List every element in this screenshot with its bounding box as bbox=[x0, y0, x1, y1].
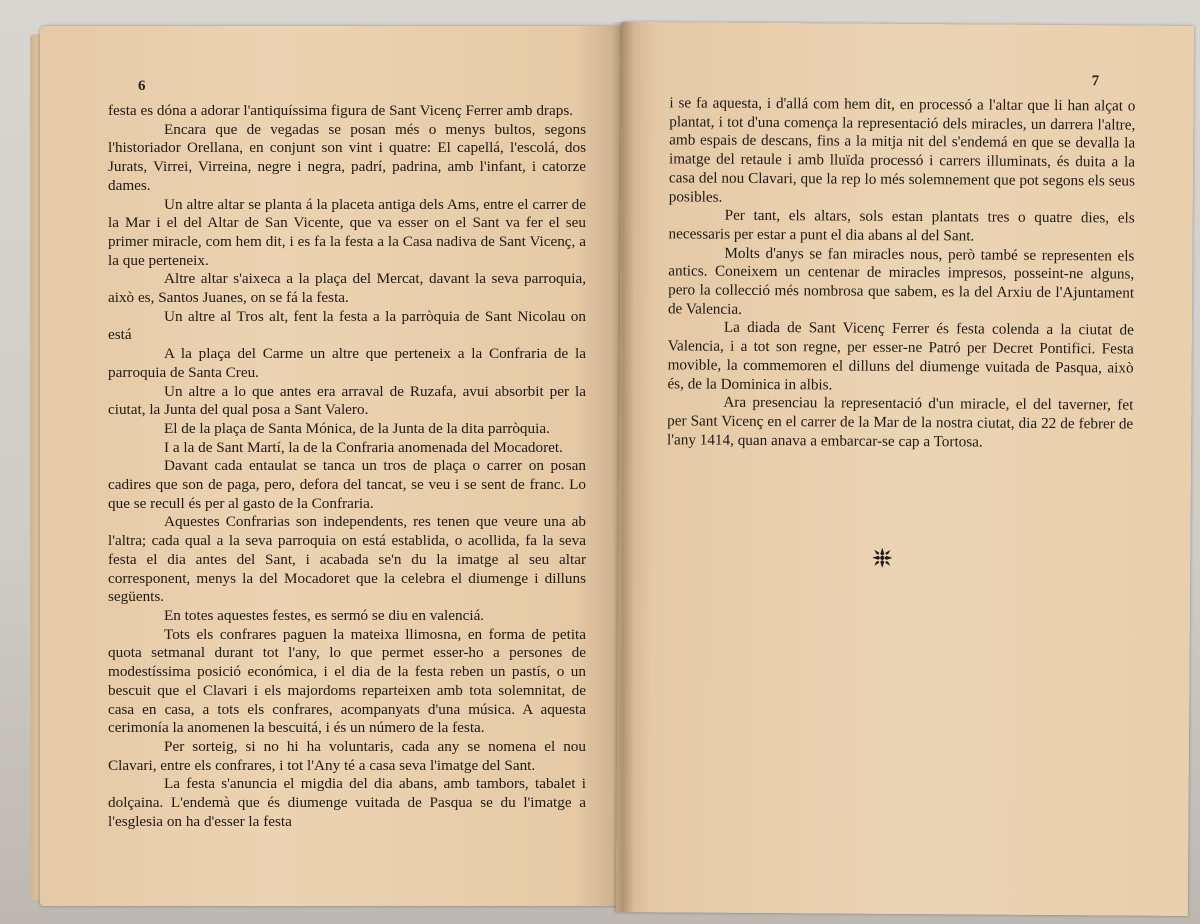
paragraph: Per sorteig, si no hi ha voluntaris, cada any se nomena el nou Clavari, entre els confrares, i tot l'Any té a casa seva l'imatge del Sant. bbox=[108, 737, 586, 774]
paragraph: Un altre a lo que antes era arraval de Ruzafa, avui absorbit per la ciutat, la Junta del qual posa a Sant Valero. bbox=[108, 382, 586, 419]
left-page-text bbox=[108, 102, 586, 831]
paragraph: Un altre al Tros alt, fent la festa a la parròquia de Sant Nicolau on está bbox=[108, 307, 586, 344]
page-number-right: 7 bbox=[1091, 73, 1100, 90]
page-number-left: 6 bbox=[138, 78, 146, 94]
right-page bbox=[616, 22, 1194, 916]
left-page bbox=[40, 26, 622, 906]
paragraph: La diada de Sant Vicenç Ferrer és festa colenda a la ciutat de Valencia, i a tot son regne, per esser-ne Patró per Decret Pontifici. Festa movible, la commemoren el dilluns del diumenge vuitada de Pasqua, això és, de la Dominica in albis. bbox=[667, 319, 1134, 394]
paragraph: La festa s'anuncia el migdia del dia abans, amb tambors, tabalet i dolçaina. L'endemà que és diumenge vuitada de Pasqua se du l'imatge a l'esglesia on ha d'esser la festa bbox=[108, 775, 586, 830]
paragraph: festa es dóna a adorar l'antiquíssima figura de Sant Vicenç Ferrer amb draps. bbox=[108, 102, 574, 119]
paragraph: A la plaça del Carme un altre que perteneix a la Confraria de la parroquia de Santa Creu. bbox=[108, 345, 586, 381]
floral-ornament-icon bbox=[868, 544, 896, 572]
paragraph: Ara presenciau la representació d'un miracle, el del taverner, fet per Sant Vicenç en el carrer de la Mar de la nostra ciutat, dia 22 de febrer de l'any 1414, quan anava a embarcar-se cap a Tortosa. bbox=[667, 393, 1134, 451]
paragraph: Aquestes Confrarias son independents, res tenen que veure una ab l'altra; cada qual a la seva parroquia on está establida, o acollida, fa la seva festa el dia antes del Sant, i acabada se'n du la imatge al seu altar corresponent, menys la del Mocadoret que la celebra el diumenge i dilluns següents. bbox=[108, 513, 586, 606]
right-page-text bbox=[667, 94, 1135, 453]
paragraph: I a la de Sant Martí, la de la Confraria anomenada del Mocadoret. bbox=[164, 438, 563, 456]
paragraph: En totes aquestes festes, es sermó se diu en valenciá. bbox=[164, 606, 485, 624]
paragraph: Molts d'anys se fan miracles nous, però també se representen els antics. Coneixem un centenar de miracles impresos, posseint-ne alguns, pero la collecció més nombrosa que sabem, es la del Arxiu de l'Ajuntament de Valencia. bbox=[667, 244, 1135, 318]
paragraph: i se fa aquesta, i d'allá com hem dit, en processó a l'altar que li han alçat o plantat, i tot d'una comença la representació dels miracles, un darrera l'altre, amb espais de descans, fins a la mitja nit del s'endemá en que se devalla la imatge del retaule i amb lluïda processó i carrers illuminats, és duita a la casa del nou Clavari, que la rep lo més solemnement que pot segons els seus posibles. bbox=[668, 94, 1136, 206]
paragraph: Tots els confrares paguen la mateixa llimosna, en forma de petita quota setmanal durant tot l'any, lo que permet esser-ho a persones de modestíssima posició económica, i el dia de la festa reben un pastís, o un bescuit que el Clavari i els majordoms reparteixen amb tota solemnitat, de casa en casa, a tots els confrares, acompanyats d'una música. A aquesta cerimonía la anomenen la bescuitá, i és un número de la festa. bbox=[108, 625, 586, 737]
paragraph: Per tant, els altars, sols estan plantats tres o quatre dies, els necessaris per estar a punt el dia abans al del Sant. bbox=[668, 206, 1135, 245]
paragraph: El de la plaça de Santa Mónica, de la Junta de la dita parròquia. bbox=[164, 419, 550, 437]
paragraph: Altre altar s'aixeca a la plaça del Mercat, davant la seva parroquia, això es, Santos Juanes, on se fá la festa. bbox=[108, 270, 586, 307]
paragraph: Encara que de vegadas se posan més o menys bultos, segons l'historiador Orellana, en conjunt son vint i quatre: El capellá, l'escolá, dos Jurats, Virrei, Virreina, negre i negra, padrí, padrina, amb l'infant, i catorze dames. bbox=[108, 120, 586, 194]
paragraph: Davant cada entaulat se tanca un tros de plaça o carrer on posan cadires que son de paga, pero, defora del tancat, se veu i se sent de franc. Lo que se recull és per al gasto de la Confraria. bbox=[108, 457, 586, 512]
paragraph: Un altre altar se planta á la placeta antiga dels Ams, entre el carrer de la Mar i el del Altar de San Vicente, que va esser on el Sant va fer el seu primer miracle, com hem dit, i es fa la festa a la Casa nadiva de Sant Vicenç, a la que perteneix. bbox=[108, 195, 586, 269]
